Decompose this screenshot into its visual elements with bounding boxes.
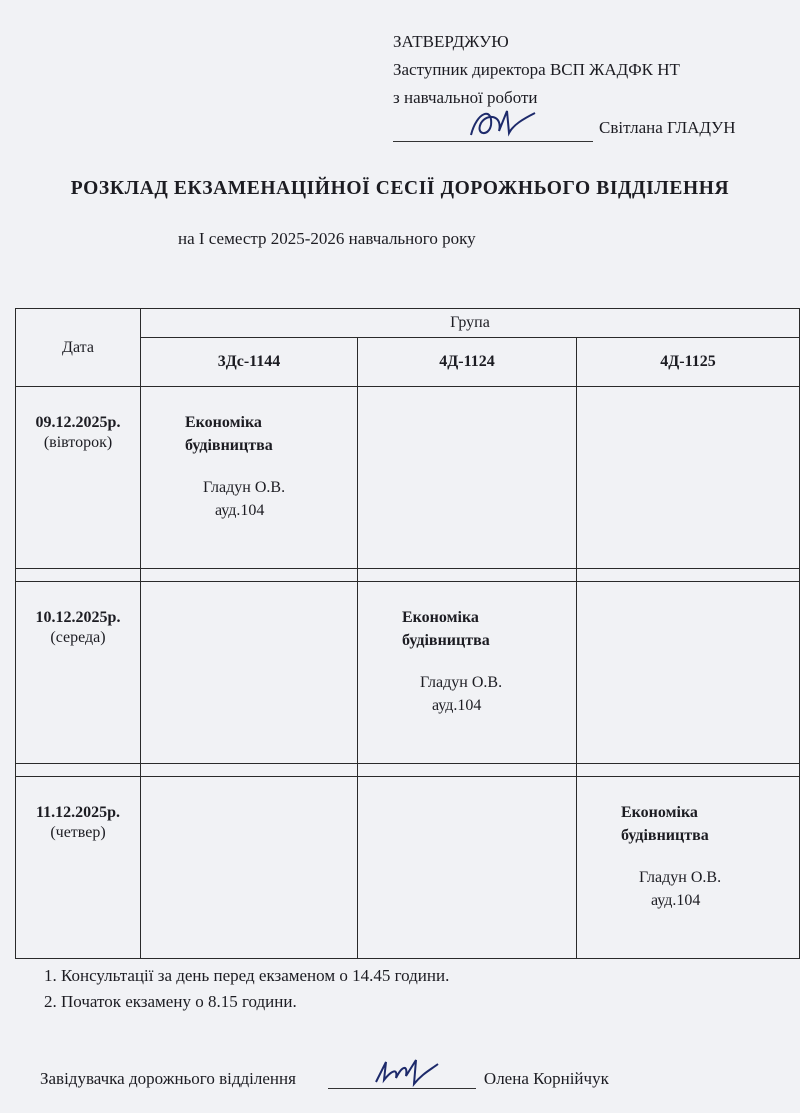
approval-block: [393, 28, 736, 142]
empty-cell: [577, 582, 800, 764]
exam-subject-line2: будівництва: [402, 632, 490, 649]
document-subtitle: на І семестр 2025-2026 навчального року: [178, 229, 476, 248]
empty-cell: [141, 582, 358, 764]
exam-room: ауд.104: [215, 502, 265, 519]
notes-list: [44, 963, 449, 1015]
empty-cell: [358, 777, 577, 959]
group-header-2: 4Д-1124: [358, 338, 577, 387]
exam-teacher: Гладун О.В.: [639, 869, 722, 886]
note-item: 2. Початок екзамену о 8.15 години.: [44, 992, 297, 1011]
footer-name: Олена Корнійчук: [483, 1069, 609, 1088]
exam-cell: [577, 777, 800, 959]
approval-signature-row: [393, 114, 736, 142]
exam-subject-line1: Економіка: [402, 609, 479, 626]
approval-position-line2: з навчальної роботи: [393, 88, 538, 107]
note-item: 1. Консультації за день перед екзаменом о 14.45 години.: [44, 966, 450, 985]
exam-cell: [141, 387, 358, 569]
exam-date: 10.12.2025р.: [35, 609, 121, 626]
separator-row: [16, 764, 800, 777]
exam-cell: [358, 582, 577, 764]
exam-date: 09.12.2025р.: [35, 414, 121, 431]
exam-subject-line1: Економіка: [621, 804, 698, 821]
exam-room: ауд.104: [651, 892, 701, 909]
exam-teacher: Гладун О.В.: [203, 479, 286, 496]
date-column-header: Дата: [16, 309, 141, 387]
group-header-1: 3Дс-1144: [141, 338, 358, 387]
exam-subject-line2: будівництва: [185, 437, 273, 454]
approval-heading: ЗАТВЕРДЖУЮ: [393, 32, 509, 51]
footer-signature-image: [372, 1056, 442, 1088]
exam-room: ауд.104: [432, 697, 482, 714]
exam-teacher: Гладун О.В.: [420, 674, 503, 691]
exam-weekday: (середа): [50, 629, 106, 646]
signature-image: [463, 105, 543, 141]
empty-cell: [577, 387, 800, 569]
footer-position: Завідувачка дорожнього відділення: [40, 1069, 296, 1088]
group-column-header: Група: [141, 309, 800, 338]
schedule-row: [16, 387, 800, 569]
exam-subject-line2: будівництва: [621, 827, 709, 844]
approval-position-line1: Заступник директора ВСП ЖАДФК НТ: [393, 60, 680, 79]
footer-signature-line: [328, 1068, 476, 1089]
exam-date: 11.12.2025р.: [35, 804, 120, 821]
signature-line: [393, 119, 593, 142]
empty-cell: [141, 777, 358, 959]
schedule-row: [16, 582, 800, 764]
group-header-3: 4Д-1125: [577, 338, 800, 387]
exam-schedule-table: [15, 308, 800, 959]
date-cell: [16, 582, 141, 764]
exam-weekday: (вівторок): [43, 434, 113, 451]
document-title: РОЗКЛАД ЕКЗАМЕНАЦІЙНОЇ СЕСІЇ ДОРОЖНЬОГО ВІДДІЛЕННЯ: [70, 178, 730, 199]
date-cell: [16, 777, 141, 959]
footer-signature: [40, 1068, 609, 1089]
schedule-row: [16, 777, 800, 959]
approval-name: Світлана ГЛАДУН: [599, 118, 736, 137]
exam-subject-line1: Економіка: [185, 414, 262, 431]
date-cell: [16, 387, 141, 569]
exam-weekday: (четвер): [50, 824, 106, 841]
empty-cell: [358, 387, 577, 569]
separator-row: [16, 569, 800, 582]
